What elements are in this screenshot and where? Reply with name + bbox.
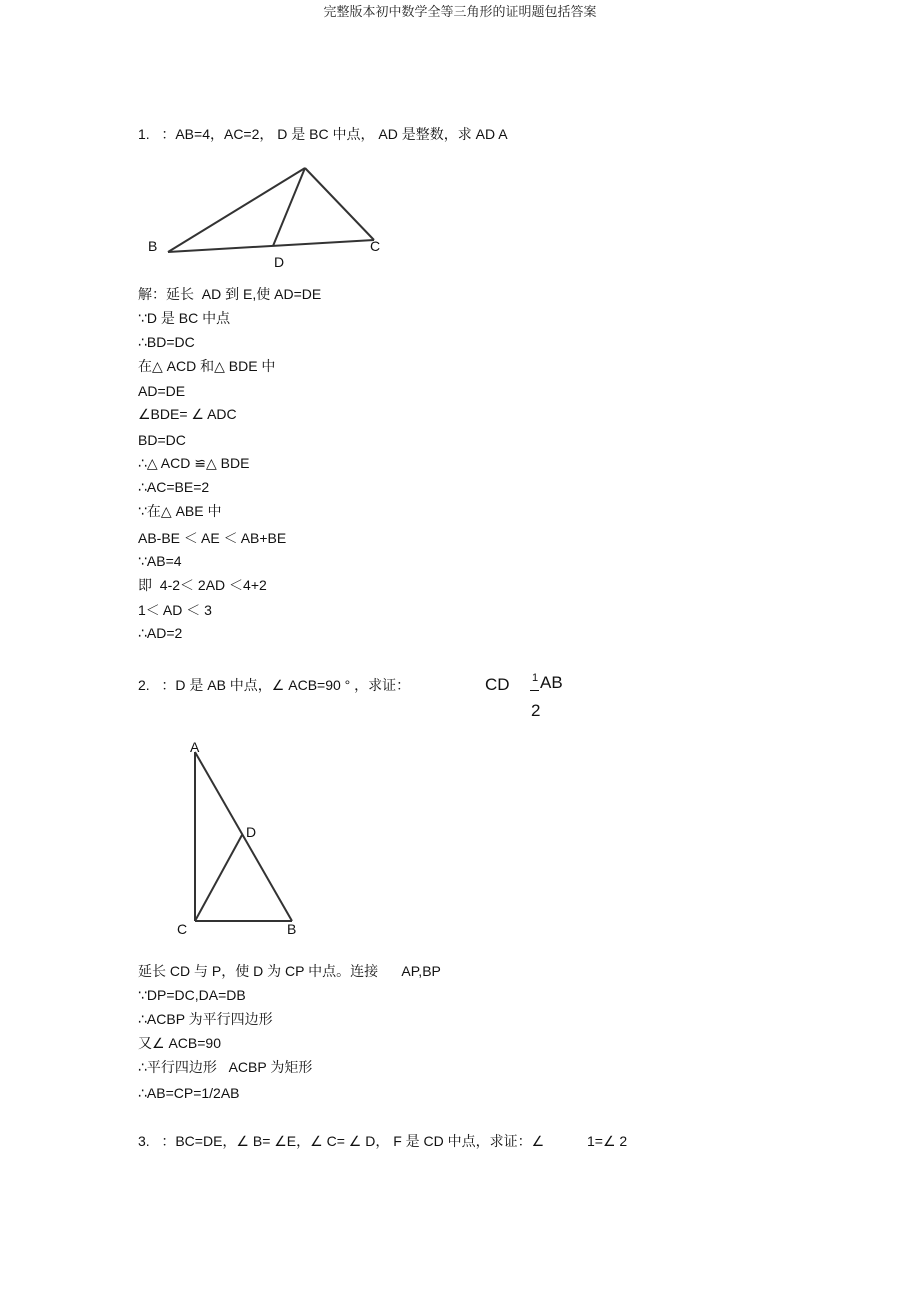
solution-line: 解：延长 AD 到 E,使 AD=DE bbox=[138, 286, 322, 302]
fraction-denominator: 2 bbox=[531, 701, 541, 720]
fraction-numerator: 1 bbox=[532, 672, 539, 684]
solution-line: 1＜ AD ＜ 3 bbox=[138, 602, 212, 618]
solution-line: ∵D 是 BC 中点 bbox=[138, 310, 231, 326]
formula-rhs: AB bbox=[540, 673, 563, 692]
segment-ac bbox=[305, 168, 374, 240]
page-header: 完整版本初中数学全等三角形的证明题包括答案 bbox=[323, 4, 597, 19]
segment-cd bbox=[195, 835, 242, 921]
solution-line: ∴AD=2 bbox=[138, 625, 183, 641]
solution-line: ∵AB=4 bbox=[138, 553, 182, 569]
segment-ad bbox=[273, 168, 305, 246]
solution-line: 延长 CD 与 P，使 D 为 CP 中点。连接 AP,BP bbox=[138, 963, 441, 979]
problem-2-statement: 2. ：D 是 AB 中点，∠ ACB=90 ° ，求证： bbox=[138, 677, 411, 693]
fraction-bar bbox=[530, 690, 539, 691]
solution-line: ∴平行四边形 ACBP 为矩形 bbox=[138, 1059, 313, 1075]
solution-line: ∴BD=DC bbox=[138, 334, 195, 350]
solution-line: ∴AB=CP=1/2AB bbox=[138, 1085, 240, 1101]
solution-line: 又∠ ACB=90 bbox=[138, 1035, 221, 1051]
triangle-abc-figure-2 bbox=[195, 752, 292, 921]
solution-line: BD=DC bbox=[138, 432, 186, 448]
solution-line: ∴ACBP 为平行四边形 bbox=[138, 1011, 273, 1027]
solution-line: AB-BE ＜ AE ＜ AB+BE bbox=[138, 530, 287, 546]
label-b: B bbox=[148, 238, 158, 254]
label-c: C bbox=[177, 921, 188, 937]
label-b: B bbox=[287, 921, 297, 937]
solution-line: ∠BDE= ∠ ADC bbox=[138, 406, 237, 422]
solution-line: ∴AC=BE=2 bbox=[138, 479, 210, 495]
solution-line: 即 4-2＜ 2AD ＜4+2 bbox=[138, 577, 267, 593]
segment-ab bbox=[168, 168, 305, 252]
label-c: C bbox=[370, 238, 381, 254]
label-d: D bbox=[274, 254, 285, 270]
label-a: A bbox=[190, 739, 200, 755]
segment-bc bbox=[168, 240, 374, 252]
solution-line: ∴△ ACD ≌△ BDE bbox=[138, 455, 250, 471]
problem-1-statement: 1. ：AB=4，AC=2， D 是 BC 中点， AD 是整数，求 AD A bbox=[138, 126, 508, 142]
triangle-abc-figure-1 bbox=[168, 168, 374, 252]
formula-lhs: CD bbox=[485, 675, 510, 694]
label-d: D bbox=[246, 824, 257, 840]
solution-line: ∵在△ ABE 中 bbox=[138, 503, 222, 519]
problem-3-statement: 3. ：BC=DE，∠ B= ∠E，∠ C= ∠ D， F 是 CD 中点，求证：∠ 1=∠ 2 bbox=[138, 1133, 628, 1149]
solution-line: ∵DP=DC,DA=DB bbox=[138, 987, 246, 1003]
solution-line: 在△ ACD 和△ BDE 中 bbox=[138, 358, 276, 374]
solution-line: AD=DE bbox=[138, 383, 186, 399]
